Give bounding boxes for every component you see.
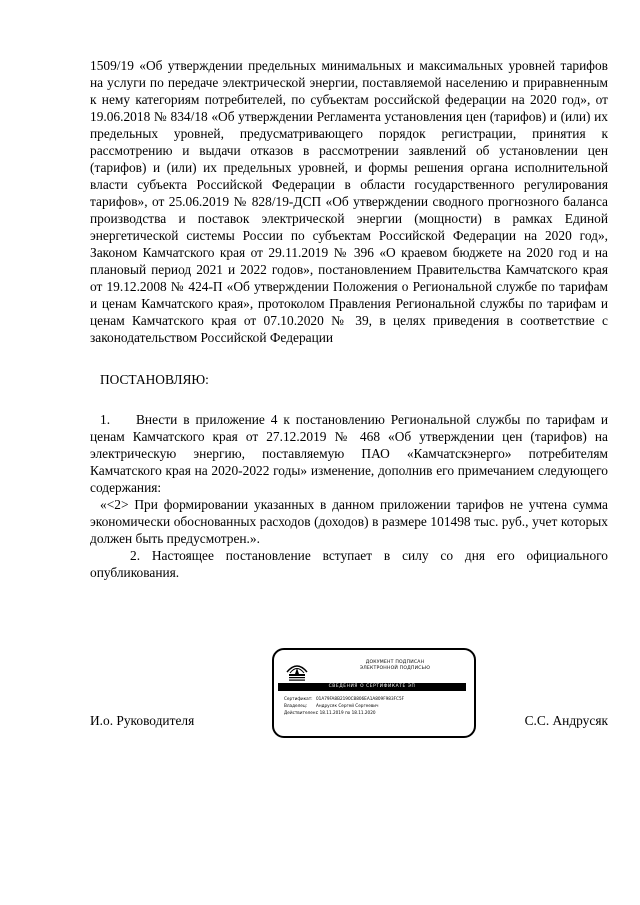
signer-position: И.о. Руководителя [90,713,195,728]
stamp-key: Сертификат: [284,696,313,701]
item-2: 2. Настоящее постановление вступает в силу со дня его официального опубликования. [90,548,608,580]
stamp-header [330,660,460,672]
stamp-key: Действителен: [284,710,317,715]
item-1-text: Внести в приложение 4 к постановлению Региональной службы по тарифам и ценам Камчатского края от 27.12.2019 № 468 «Об утверждении цен (тарифов) на электрическую энергию, поставляемую ПАО «Камчатскэнерго» потребителям Камчатского края на 2020-2022 годы» изменение, дополнив его примечанием следующего содержания: [90,412,608,495]
stamp-row-certificate [284,695,464,702]
stamp-row-validity [284,709,464,716]
stamp-row-owner [284,702,464,709]
signer-name: С.С. Андрусяк [524,713,608,728]
stamp-header-line1: ДОКУМЕНТ ПОДПИСАН [365,660,425,665]
resolve-heading: ПОСТАНОВЛЯЮ: [100,372,209,387]
note-quote: «<2> При формировании указанных в данном приложении тарифов не учтена сумма экономически обоснованных расходов (доходов) в размере 101498 тыс. руб., учет которых должен быть предусмотрен.». [90,497,608,546]
stamp-details [284,695,464,716]
stamp-certificate-bar: СВЕДЕНИЯ О СЕРТИФИКАТЕ ЭП [278,683,466,691]
stamp-value: Андрусяк Сергей Сергеевич [316,703,379,708]
document-body [90,57,608,581]
electronic-signature-stamp [272,648,476,738]
stamp-value: с 18.11.2019 по 18.11.2020 [316,710,376,715]
item-1 [90,411,608,496]
item-1-number: 1. [100,412,111,427]
stamp-key: Владелец: [284,703,308,708]
coat-of-arms-icon [284,658,310,684]
intro-paragraph: 1509/19 «Об утверждении предельных минимальных и максимальных уровней тарифов на услуги по передаче электрической энергии, поставляемой населению и приравненным к нему категориям потребителей, по субъектам российской федерации на 2020 год», от 19.06.2018 № 834/18 «Об утверждении Регламента установления цен (тарифов) и (или) их предельных уровней, предусматривающего порядок регистрации, принятия к рассмотрению и выдачи отказов в рассмотрении заявлений об установлении цен (тарифов) и (или) их предельных уровней, и формы решения органа исполнительной власти субъекта Российской Федерации в области государственного регулирования тарифов», от 25.06.2019 № 828/19-ДСП «Об утверждении сводного прогнозного баланса производства и поставок электрической энергии (мощности) в рамках Единой энергетической системы России по субъектам Российской Федерации на 2020 год», Законом Камчатского края от 29.11.2019 № 396 «О краевом бюджете на 2020 год и на плановый период 2021 и 2022 годов», постановлением Правительства Камчатского края от 19.12.2008 № 424-П «Об утверждении Положения о Региональной службе по тарифам и ценам Камчатского края», протоколом Правления Региональной службы по тарифам и ценам Камчатского края от 07.10.2020 № 39, в целях приведения в соответствие с законодательством Российской Федерации [90,58,608,345]
stamp-header-line2: ЭЛЕКТРОННОЙ ПОДПИСЬЮ [359,666,431,671]
stamp-value: 01A79FA8B2190C8806EA1A809F983FC5F [316,696,405,701]
